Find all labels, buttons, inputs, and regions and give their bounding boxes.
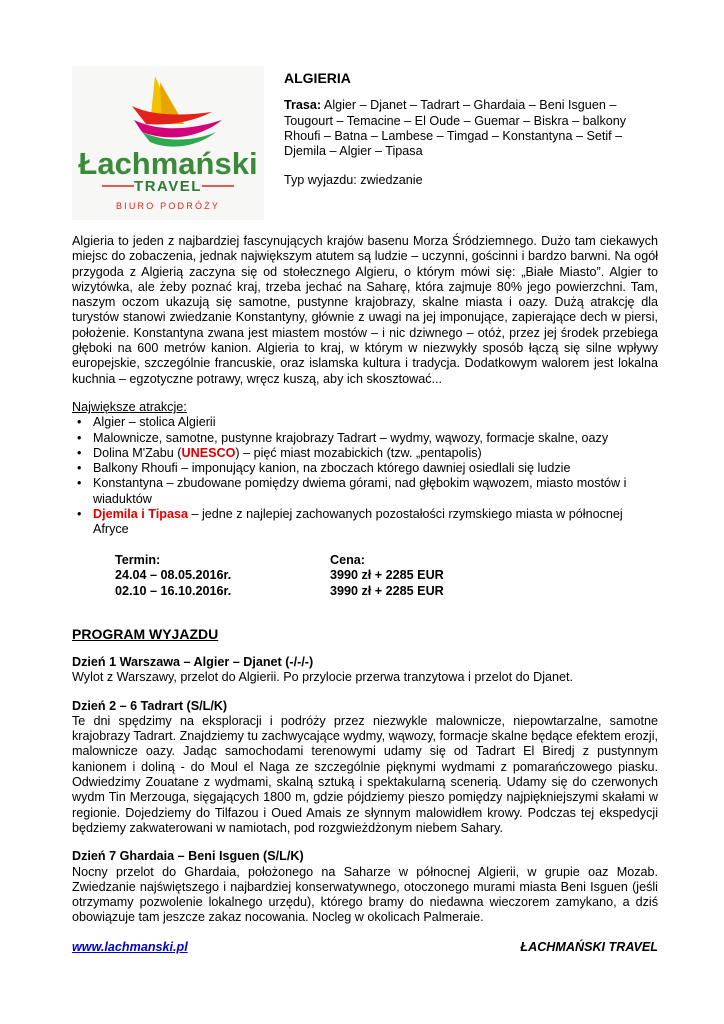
- day-title: Dzień 7 Ghardaia – Beni Isguen (S/L/K): [72, 849, 304, 864]
- sail-boat-logo-graphic: [72, 66, 264, 220]
- attractions-title: Największe atrakcje:: [72, 400, 187, 414]
- day-block: [72, 699, 658, 837]
- attraction-item: • Balkony Rhoufi – imponujący kanion, na zboczach którego dawniej osiedlali się ludzie: [72, 461, 658, 476]
- program-days: [72, 655, 658, 939]
- day-title: Dzień 1 Warszawa – Algier – Djanet (-/-/-): [72, 655, 314, 669]
- program-title: PROGRAM WYJAZDU: [72, 626, 219, 642]
- day-text: Te dni spędzimy na eksploracji i podróży przez niezwykle malownicze, niepowtarzalne, samotne krajobrazy Tadrart. Znajdziemy tu zachwycające wydmy, wąwozy, formacje skalne będące efektem erozji, malownicze oazy. Jadąc samochodami terenowymi udamy się od Tadrart El Biredj z pustynnym kanionem i doliną - do Moul el Naga ze szczególnie pięknymi wydmami z pomarańczowego piasku. Odwiedzimy Zouatane z wydmami, skalną sztuką i spektakularną scenerią. Udamy się do czerwonych wydm Tin Merzouga, sięgających 1800 m, gdzie pójdziemy pieszo pomiędzy najpiękniejszymi skałami w regionie. Dojedziemy do Tilfazou i Oued Amais ze słynnym malowidłem krowy. Podczas tej ekspedycji będziemy zakwaterowani w namiotach, pod rozgwieżdżonym niebem Sahary.: [72, 713, 658, 835]
- day-block: [72, 655, 658, 686]
- day-title: Dzień 2 – 6 Tadrart (S/L/K): [72, 698, 228, 713]
- attraction-item: [72, 507, 658, 538]
- unesco-highlight: UNESCO: [181, 445, 236, 460]
- attraction-item: • Algier – stolica Algierii: [72, 415, 658, 430]
- price-column: [330, 553, 490, 599]
- day-text: Wylot z Warszawy, przelot do Algierii. Po przylocie przerwa tranzytowa i przelot do Djanet.: [72, 670, 574, 685]
- djemila-tipasa-highlight: Djemila i Tipasa: [93, 507, 188, 522]
- company-logo: [72, 66, 264, 220]
- attraction-item: • Malownicze, samotne, pustynne krajobrazy Tadrart – wydmy, wąwozy, formacje skalne, oazy: [72, 431, 658, 446]
- footer-brand: ŁACHMAŃSKI TRAVEL: [520, 940, 658, 954]
- trip-type: Typ wyjazdu: zwiedzanie: [284, 173, 423, 188]
- price-value: 3990 zł + 2285 EUR: [330, 568, 444, 583]
- term-value: 24.04 – 08.05.2016r.: [115, 568, 232, 583]
- page-footer: [72, 940, 658, 955]
- page-title: ALGIERIA: [284, 70, 351, 86]
- price-value: 3990 zł + 2285 EUR: [330, 583, 444, 598]
- trip-header: [284, 66, 654, 189]
- term-value: 02.10 – 16.10.2016r.: [115, 583, 232, 598]
- price-label: Cena:: [330, 553, 365, 567]
- intro-paragraph: Algieria to jeden z najbardziej fascynujących krajów basenu Morza Śródziemnego. Dużo tam ciekawych miejsc do zobaczenia, jednak największym atutem są ludzie – uczynni, gościnni i bardzo barwni. Na ogół przygoda z Algierią zaczyna się od stołecznego Algieru, o którym mówi się: „Białe Miasto”. Algier to wizytówka, ale żeby poznać kraj, trzeba jechać na Saharę, która zajmuje 80% jego powierzchni. Tam, naszym oczom ukazują się samotne, pustynne krajobrazy, skalne miasta i oazy. Dużą atrakcję dla turystów stanowi zwiedzanie Konstantyny, głównie z uwagi na jej imponujące, zapierające dech w piersi, położenie. Konstantyna zwana jest miastem mostów – i nic dziwnego – otóż, przez jej środek przebiega głęboki na 600 metrów kanion. Algieria to kraj, w którym w niezwykły sposób łączą się silne wpływy europejskie, szczególnie francuskie, oraz islamska kultura i tradycja. Dodatkowym walorem jest lokalna kuchnia – egzotyczne potrawy, wręcz kuszą, aby ich skosztować...: [72, 234, 658, 386]
- attraction-text: Dolina M'Zabu (: [93, 445, 182, 460]
- attraction-item: [72, 446, 658, 461]
- attraction-text: ) – pięć miast mozabickich (tzw. „pentapolis): [235, 445, 482, 460]
- day-block: [72, 849, 658, 925]
- attraction-item: • Konstantyna – zbudowane pomiędzy dwiema górami, nad głębokim wąwozem, miasto mostów i wiaduktów: [72, 476, 658, 507]
- day-text: Nocny przelot do Ghardaia, położonego na Saharze w północnej Algierii, w grupie oaz Mozab. Zwiedzanie najświętszego i najbardziej konserwatywnego, otoczonego murami miasta Beni Isguen (jeśli otrzymamy pozwolenie lokalnego urzędu), którego bramy do niedawna wieczorem zamykano, a dziś obowiązuje tam jeszcze zakaz nocowania. Nocleg w okolicach Palmeraie.: [72, 864, 658, 925]
- route-text: Algier – Djanet – Tadrart – Ghardaia – Beni Isguen – Tougourt – Temacine – El Oude – Guemar – Biskra – balkony Rhoufi – Batna – Lambese – Timgad – Konstantyna – Setif – Djemila – Algier – Tipasa: [284, 98, 627, 159]
- route-description: [284, 98, 654, 159]
- attraction-text: – jedne z najlepiej zachowanych pozostałości rzymskiego miasta w północnej Afryce: [93, 507, 623, 537]
- logo-travel-text: TRAVEL: [134, 178, 202, 195]
- logo-subtitle: BIURO PODRÓŻY: [115, 201, 221, 211]
- logo-brand-name: Łachmański: [78, 146, 258, 181]
- website-link[interactable]: www.lachmanski.pl: [72, 940, 188, 954]
- attractions-list: [72, 415, 658, 537]
- attractions-section: [72, 400, 658, 538]
- term-label: Termin:: [115, 553, 161, 567]
- term-column: [115, 553, 330, 599]
- route-label: Trasa:: [284, 98, 322, 113]
